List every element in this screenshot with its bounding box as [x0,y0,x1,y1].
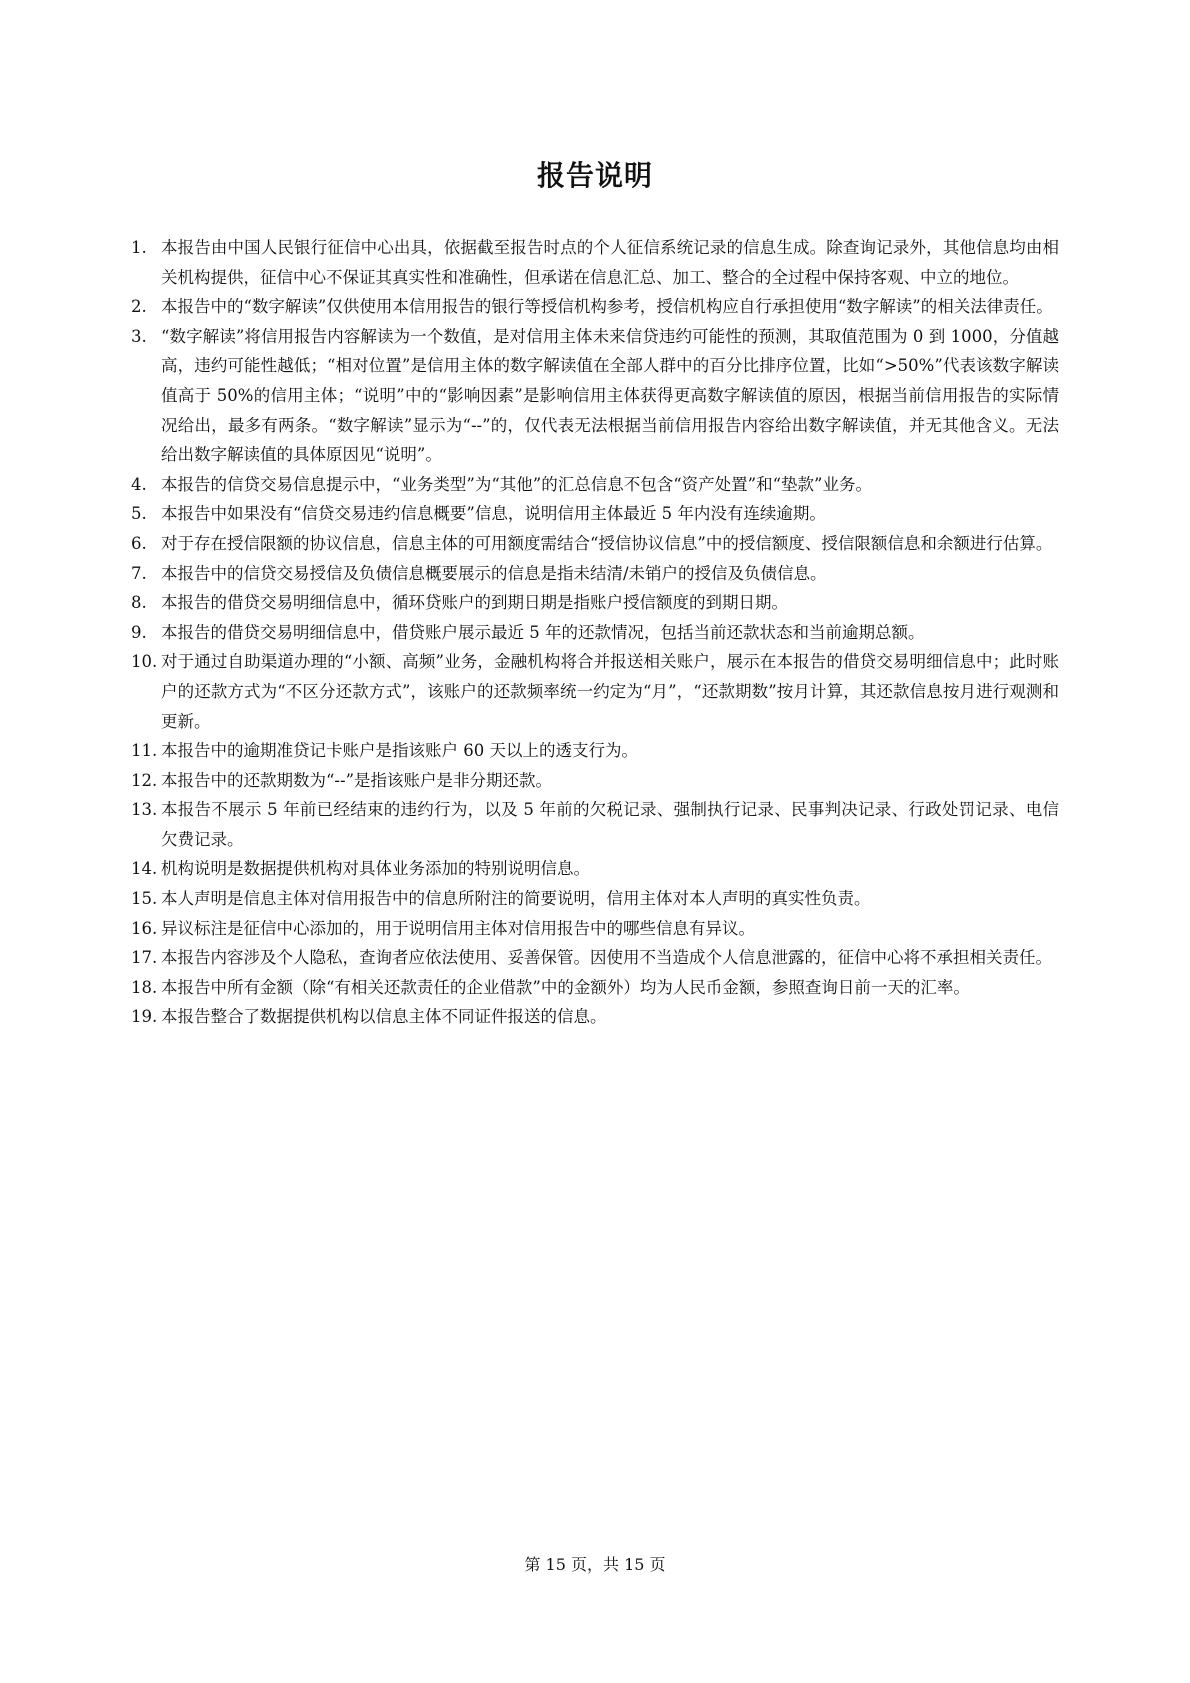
note-item [131,647,1059,736]
note-item [131,943,1059,973]
note-item [131,766,1059,796]
note-number: 6. [131,533,147,553]
note-item [131,529,1059,559]
note-text: 本报告由中国人民银行征信中心出具，依据截至报告时点的个人征信系统记录的信息生成。除查询记录外，其他信息均由相关机构提供，征信中心不保证其真实性和准确性，但承诺在信息汇总、加工、整合的全过程中保持客观、中立的地位。 [161,238,1059,287]
note-number: 4. [131,474,147,494]
note-text: 本报告内容涉及个人隐私，查询者应依法使用、妥善保管。因使用不当造成个人信息泄露的，征信中心将不承担相关责任。 [161,948,1052,968]
page-title: 报告说明 [536,159,653,192]
note-text: 本报告的信贷交易信息提示中，“业务类型”为“其他”的汇总信息不包含“资产处置”和“垫款”业务。 [161,474,872,494]
note-number: 12. [131,770,158,790]
note-text: 对于存在授信限额的协议信息，信息主体的可用额度需结合“授信协议信息”中的授信额度、授信限额信息和余额进行估算。 [161,533,1053,553]
note-text: 本报告整合了数据提供机构以信息主体不同证件报送的信息。 [161,1007,607,1027]
note-text: 本报告中的还款期数为“--”是指该账户是非分期还款。 [161,770,553,790]
note-number: 1. [131,238,147,257]
note-number: 11. [131,741,158,761]
note-item [131,973,1059,1003]
note-item [131,588,1059,618]
note-item [131,854,1059,884]
note-text: 本报告中的逾期准贷记卡账户是指该账户 60 天以上的透支行为。 [161,741,638,761]
note-text: 本报告不展示 5 年前已经结束的违约行为，以及 5 年前的欠税记录、强制执行记录、民事判决记录、行政处罚记录、电信欠费记录。 [161,800,1059,849]
note-item [131,914,1059,944]
note-item [131,470,1059,500]
note-number: 17. [131,948,158,968]
note-number: 16. [131,918,158,938]
note-text: 本报告的借贷交易明细信息中，借贷账户展示最近 5 年的还款情况，包括当前还款状态和当前逾期总额。 [161,622,925,642]
note-number: 13. [131,800,158,820]
page-number-footer: 第 15 页，共 15 页 [524,1555,666,1574]
note-number: 14. [131,859,158,879]
note-number: 10. [131,652,158,672]
note-text: 本人声明是信息主体对信用报告中的信息所附注的简要说明，信用主体对本人声明的真实性负责。 [161,889,871,909]
note-text: 本报告中的“数字解读”仅供使用本信用报告的银行等授信机构参考，授信机构应自行承担使用“数字解读”的相关法律责任。 [161,297,1053,317]
note-item [131,795,1059,854]
note-text: 本报告中所有金额（除“有相关还款责任的企业借款”中的金额外）均为人民币金额，参照查询日前一天的汇率。 [161,977,970,997]
note-item [131,736,1059,766]
note-item [131,559,1059,589]
note-number: 5. [131,504,147,524]
note-number: 8. [131,593,147,613]
note-number: 2. [131,297,147,317]
note-number: 15. [131,889,158,909]
note-number: 3. [131,326,147,346]
note-text: 对于通过自助渠道办理的“小额、高频”业务，金融机构将合并报送相关账户，展示在本报告的借贷交易明细信息中；此时账户的还款方式为“不区分还款方式”，该账户的还款频率统一约定为“月”，“还款期数”按月计算，其还款信息按月进行观测和更新。 [161,652,1059,731]
note-item [131,618,1059,648]
note-number: 18. [131,977,158,997]
note-item [131,1002,1059,1032]
note-item [131,322,1059,470]
report-notes-list [131,233,1059,1032]
note-text: 机构说明是数据提供机构对具体业务添加的特别说明信息。 [161,859,590,879]
note-number: 19. [131,1007,158,1027]
note-text: 本报告中如果没有“信贷交易违约信息概要”信息，说明信用主体最近 5 年内没有连续逾期。 [161,504,826,524]
note-item [131,499,1059,529]
note-item [131,292,1059,322]
note-number: 9. [131,622,147,642]
note-text: “数字解读”将信用报告内容解读为一个数值，是对信用主体未来信贷违约可能性的预测，其取值范围为 0 到 1000，分值越高，违约可能性越低；“相对位置”是信用主体的数字解读值在全部人群中的百分比排序位置，比如“>50%”代表该数字解读值高于 50%的信用主体；“说明”中的“影响因素”是影响信用主体获得更高数字解读值的原因，根据当前信用报告的实际情况给出，最多有两条。“数字解读”显示为“--”的，仅代表无法根据当前信用报告内容给出数字解读值，并无其他含义。无法给出数字解读值的具体原因见“说明”。 [161,326,1059,465]
note-number: 7. [131,563,147,583]
note-item [131,233,1059,292]
note-text: 异议标注是征信中心添加的，用于说明信用主体对信用报告中的哪些信息有异议。 [161,918,755,938]
note-text: 本报告的借贷交易明细信息中，循环贷账户的到期日期是指账户授信额度的到期日期。 [161,593,788,613]
note-text: 本报告中的信贷交易授信及负债信息概要展示的信息是指未结清/未销户的授信及负债信息。 [161,563,827,583]
note-item [131,884,1059,914]
